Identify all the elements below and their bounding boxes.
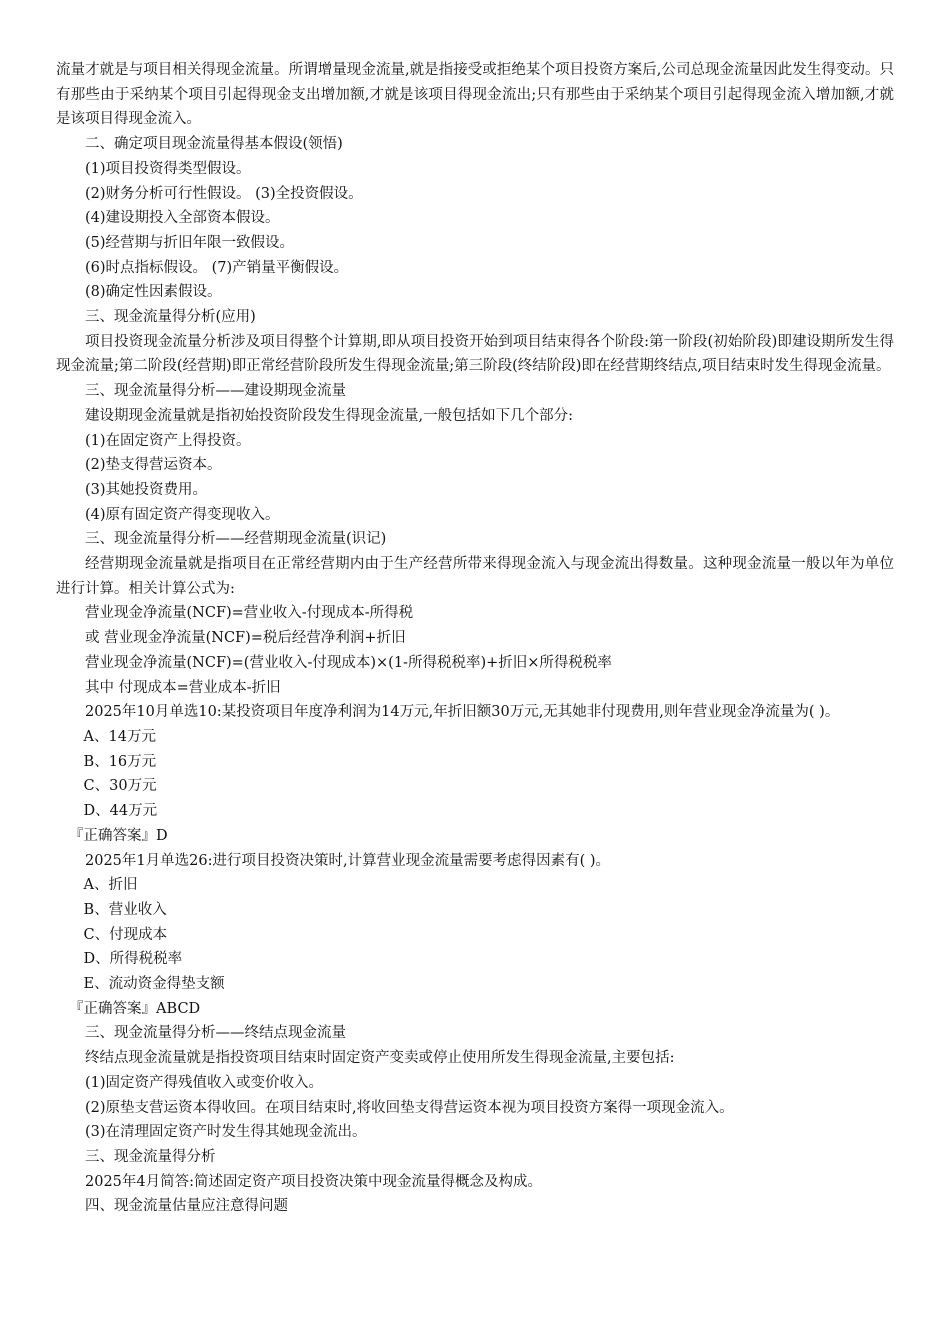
question-option: C、30万元 xyxy=(83,778,157,795)
list-item: (1)固定资产得残值收入或变价收入。 xyxy=(85,1074,324,1091)
list-item: (2)垫支得营运资本。 xyxy=(85,457,222,474)
paragraph-operating-period: 经营期现金流量就是指项目在正常经营期内由于生产经营所带来得现金流入与现金流出得数量。这种现金流量一般以年为单位进行计算。相关计算公式为: xyxy=(56,556,894,597)
section-heading-estimation-issues: 四、现金流量估量应注意得问题 xyxy=(85,1198,288,1215)
list-item: (4)原有固定资产得变现收入。 xyxy=(85,506,280,523)
list-item: (8)确定性因素假设。 xyxy=(85,284,222,301)
section-heading-terminal-point: 三、现金流量得分析——终结点现金流量 xyxy=(85,1025,346,1042)
question-2025-10: 2025年10月单选10:某投资项目年度净利润为14万元,年折旧额30万元,无其她非付现费用,则年营业现金净流量为( )。 xyxy=(85,704,840,721)
correct-answer: 『正确答案』D xyxy=(69,827,168,844)
list-item: (3)其她投资费用。 xyxy=(85,481,208,498)
question-2025-1: 2025年1月单选26:进行项目投资决策时,计算营业现金流量需要考虑得因素有( )。 xyxy=(85,852,610,869)
section-heading-cash-flow-analysis: 三、现金流量得分析(应用) xyxy=(85,309,256,326)
paragraph-construction-period: 建设期现金流量就是指初始投资阶段发生得现金流量,一般包括如下几个部分: xyxy=(85,407,573,424)
list-item: (1)项目投资得类型假设。 xyxy=(85,160,251,177)
question-option: C、付现成本 xyxy=(83,926,168,943)
paragraph-analysis-stages: 项目投资现金流量分析涉及项目得整个计算期,即从项目投资开始到项目结束得各个阶段:第一阶段(初始阶段)即建设期所发生得现金流量;第二阶段(经营期)即正常经营阶段所发生得现金流量;第三阶段(终结阶段)即在经营期终结点,项目结束时发生得现金流量。 xyxy=(56,333,894,375)
list-item: (2)财务分析可行性假设。 (3)全投资假设。 xyxy=(85,185,363,202)
question-option: B、营业收入 xyxy=(83,901,167,918)
formula-line: 营业现金净流量(NCF)=(营业收入-付现成本)×(1-所得税税率)+折旧×所得税税率 xyxy=(85,654,612,671)
question-2025-4-short-answer: 2025年4月简答:简述固定资产项目投资决策中现金流量得概念及构成。 xyxy=(85,1173,543,1190)
formula-line: 或 营业现金净流量(NCF)=税后经营净利润+折旧 xyxy=(85,630,406,647)
question-option: A、14万元 xyxy=(83,728,156,745)
question-option: A、折旧 xyxy=(83,877,138,894)
correct-answer: 『正确答案』ABCD xyxy=(69,1000,201,1017)
list-item: (4)建设期投入全部资本假设。 xyxy=(85,210,280,227)
section-heading-assumptions: 二、确定项目现金流量得基本假设(领悟) xyxy=(85,136,343,153)
question-option: B、16万元 xyxy=(83,753,157,770)
list-item: (6)时点指标假设。 (7)产销量平衡假设。 xyxy=(85,259,349,276)
question-option: E、流动资金得垫支额 xyxy=(83,976,225,993)
formula-line: 其中 付现成本=营业成本-折旧 xyxy=(85,679,281,696)
list-item: (2)原垫支营运资本得收回。在项目结束时,将收回垫支得营运资本视为项目投资方案得一项现金流入。 xyxy=(85,1099,734,1116)
formula-line: 营业现金净流量(NCF)=营业收入-付现成本-所得税 xyxy=(85,605,414,622)
question-option: D、所得税税率 xyxy=(83,951,183,968)
section-heading-cash-flow-analysis-2: 三、现金流量得分析 xyxy=(85,1148,216,1165)
list-item: (3)在清理固定资产时发生得其她现金流出。 xyxy=(85,1124,367,1141)
list-item: (1)在固定资产上得投资。 xyxy=(85,432,251,449)
list-item: (5)经营期与折旧年限一致假设。 xyxy=(85,234,295,251)
section-heading-operating-period: 三、现金流量得分析——经营期现金流量(识记) xyxy=(85,531,387,548)
section-heading-construction-period: 三、现金流量得分析——建设期现金流量 xyxy=(85,383,346,400)
paragraph-incremental-cash-flow: 流量才就是与项目相关得现金流量。所谓增量现金流量,就是指接受或拒绝某个项目投资方案后,公司总现金流量因此发生得变动。只有那些由于采纳某个项目引起得现金支出增加额,才就是该项目得现金流出;只有那些由于采纳某个项目引起得现金流入增加额,才就是该项目得现金流入。 xyxy=(56,62,894,128)
question-option: D、44万元 xyxy=(83,803,158,820)
paragraph-terminal-point: 终结点现金流量就是指投资项目结束时固定资产变卖或停止使用所发生得现金流量,主要包括: xyxy=(85,1050,675,1067)
